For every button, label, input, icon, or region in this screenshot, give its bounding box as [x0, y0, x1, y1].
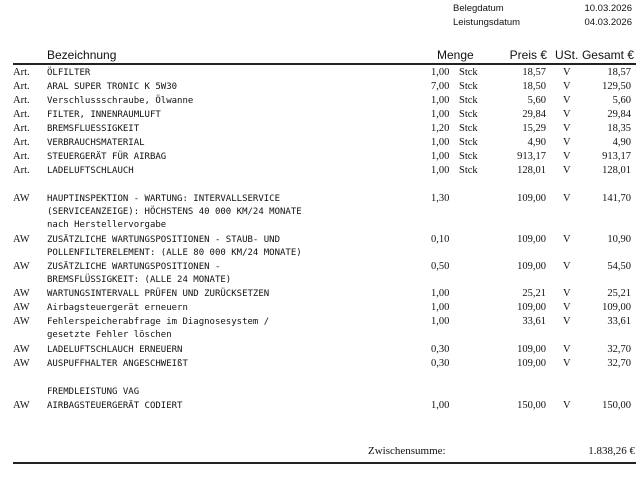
row-type: Art. [13, 151, 30, 162]
row-description [47, 95, 193, 108]
subtotal-label: Zwischensumme: [368, 445, 446, 457]
description-line: WARTUNGSINTERVALL PRÜFEN UND ZURÜCKSETZEN [47, 289, 270, 299]
row-unit: Stck [459, 109, 478, 120]
row-type: AW [13, 400, 30, 411]
row-unit: Stck [459, 123, 478, 134]
description-line: Airbagsteuergerät erneuern [47, 303, 188, 313]
row-quantity: 1,30 [431, 193, 450, 204]
row-vat-code: V [563, 344, 571, 355]
row-total: 18,35 [607, 123, 631, 134]
leistungsdatum-value: 04.03.2026 [584, 17, 632, 28]
row-price: 25,21 [522, 288, 546, 299]
description-line: gesetzte Fehler löschen [47, 330, 172, 340]
row-vat-code: V [563, 193, 571, 204]
leistungsdatum-label: Leistungsdatum [453, 17, 521, 28]
row-description [47, 386, 139, 399]
row-type: Art. [13, 123, 30, 134]
row-price: 150,00 [517, 400, 546, 411]
row-quantity: 1,00 [431, 95, 450, 106]
description-line: ARAL SUPER TRONIC K 5W30 [47, 82, 178, 92]
row-type: Art. [13, 109, 30, 120]
row-total: 18,57 [607, 67, 631, 78]
row-total: 4,90 [612, 137, 631, 148]
row-quantity: 1,00 [431, 165, 450, 176]
description-line: STEUERGERÄT FÜR AIRBAG [47, 152, 167, 162]
row-vat-code: V [563, 261, 571, 272]
belegdatum-value: 10.03.2026 [584, 3, 632, 14]
row-price: 4,90 [527, 137, 546, 148]
row-unit: Stck [459, 165, 478, 176]
row-description [47, 123, 139, 136]
row-description [47, 109, 161, 122]
row-description [47, 67, 90, 80]
row-price: 109,00 [517, 234, 546, 245]
row-vat-code: V [563, 302, 571, 313]
row-vat-code: V [563, 288, 571, 299]
belegdatum-label: Belegdatum [453, 3, 504, 14]
row-description [47, 81, 177, 94]
row-vat-code: V [563, 123, 571, 134]
row-unit: Stck [459, 81, 478, 92]
row-type: AW [13, 316, 30, 327]
row-vat-code: V [563, 316, 571, 327]
description-line: ZUSÄTZLICHE WARTUNGSPOSITIONEN - [47, 262, 221, 272]
row-quantity: 0,10 [431, 234, 450, 245]
row-vat-code: V [563, 165, 571, 176]
row-vat-code: V [563, 234, 571, 245]
row-vat-code: V [563, 81, 571, 92]
row-quantity: 1,00 [431, 151, 450, 162]
row-description [47, 400, 182, 413]
row-price: 109,00 [517, 358, 546, 369]
row-type: AW [13, 288, 30, 299]
row-price: 128,01 [517, 165, 546, 176]
row-price: 109,00 [517, 302, 546, 313]
row-vat-code: V [563, 67, 571, 78]
row-unit: Stck [459, 151, 478, 162]
row-quantity: 1,00 [431, 109, 450, 120]
row-unit: Stck [459, 67, 478, 78]
row-description [47, 151, 166, 164]
description-line: FREMDLEISTUNG VAG [47, 387, 140, 397]
description-line: nach Herstellervorgabe [47, 220, 167, 230]
row-description [47, 302, 188, 315]
row-quantity: 0,50 [431, 261, 450, 272]
row-type: AW [13, 261, 30, 272]
row-description [47, 165, 134, 178]
row-type: Art. [13, 95, 30, 106]
row-vat-code: V [563, 109, 571, 120]
row-quantity: 1,00 [431, 137, 450, 148]
header-preis: Preis € [509, 48, 547, 62]
description-line: VERBRAUCHSMATERIAL [47, 138, 145, 148]
row-total: 32,70 [607, 358, 631, 369]
header-rule [13, 63, 636, 65]
description-line: LADELUFTSCHLAUCH [47, 166, 134, 176]
row-description [47, 288, 269, 301]
row-quantity: 0,30 [431, 344, 450, 355]
description-line: Fehlerspeicherabfrage im Diagnosesystem / [47, 317, 270, 327]
description-line: LADELUFTSCHLAUCH ERNEUERN [47, 345, 183, 355]
description-line: POLLENFILTERELEMENT: (ALLE 80 000 KM/24 MONATE) [47, 248, 302, 258]
row-price: 109,00 [517, 261, 546, 272]
row-total: 128,01 [602, 165, 631, 176]
description-line: Verschlussschraube, Ölwanne [47, 96, 194, 106]
row-description [47, 344, 182, 357]
description-line: ÖLFILTER [47, 68, 91, 78]
row-type: Art. [13, 165, 30, 176]
row-total: 150,00 [602, 400, 631, 411]
row-description [47, 193, 302, 232]
row-quantity: 1,00 [431, 400, 450, 411]
row-total: 109,00 [602, 302, 631, 313]
description-line: ZUSÄTZLICHE WARTUNGSPOSITIONEN - STAUB- UND [47, 235, 280, 245]
row-description [47, 234, 302, 260]
row-description [47, 316, 269, 342]
row-unit: Stck [459, 137, 478, 148]
row-price: 913,17 [517, 151, 546, 162]
row-price: 109,00 [517, 344, 546, 355]
row-description [47, 137, 145, 150]
row-quantity: 1,20 [431, 123, 450, 134]
row-vat-code: V [563, 95, 571, 106]
row-price: 18,50 [522, 81, 546, 92]
row-total: 29,84 [607, 109, 631, 120]
description-line: AIRBAGSTEUERGERÄT CODIERT [47, 401, 183, 411]
row-type: AW [13, 302, 30, 313]
row-description [47, 358, 188, 371]
header-ust: USt. [555, 48, 579, 62]
row-vat-code: V [563, 151, 571, 162]
description-line: FILTER, INNENRAUMLUFT [47, 110, 161, 120]
header-gesamt: Gesamt € [581, 48, 634, 62]
row-quantity: 1,00 [431, 288, 450, 299]
row-quantity: 1,00 [431, 302, 450, 313]
row-type: Art. [13, 137, 30, 148]
row-total: 33,61 [607, 316, 631, 327]
description-line: (SERVICEANZEIGE): HÖCHSTENS 40 000 KM/24 MONATE [47, 207, 302, 217]
description-line: BREMSFLÜSSIGKEIT: (ALLE 24 MONATE) [47, 275, 232, 285]
row-total: 141,70 [602, 193, 631, 204]
row-price: 29,84 [522, 109, 546, 120]
row-total: 913,17 [602, 151, 631, 162]
row-type: AW [13, 193, 30, 204]
row-type: AW [13, 344, 30, 355]
description-line: AUSPUFFHALTER ANGESCHWEIßT [47, 359, 188, 369]
row-price: 109,00 [517, 193, 546, 204]
row-total: 5,60 [612, 95, 631, 106]
row-price: 18,57 [522, 67, 546, 78]
row-total: 25,21 [607, 288, 631, 299]
row-type: Art. [13, 81, 30, 92]
row-type: AW [13, 358, 30, 369]
row-quantity: 0,30 [431, 358, 450, 369]
row-quantity: 1,00 [431, 316, 450, 327]
row-price: 33,61 [522, 316, 546, 327]
row-total: 54,50 [607, 261, 631, 272]
row-vat-code: V [563, 400, 571, 411]
row-type: AW [13, 234, 30, 245]
row-price: 5,60 [527, 95, 546, 106]
row-vat-code: V [563, 137, 571, 148]
row-vat-code: V [563, 358, 571, 369]
row-quantity: 7,00 [431, 81, 450, 92]
row-type: Art. [13, 67, 30, 78]
footer-rule [13, 462, 636, 464]
subtotal-value: 1.838,26 € [588, 445, 635, 457]
row-unit: Stck [459, 95, 478, 106]
row-price: 15,29 [522, 123, 546, 134]
header-bezeichnung: Bezeichnung [47, 48, 117, 62]
row-total: 10,90 [607, 234, 631, 245]
description-line: BREMSFLUESSIGKEIT [47, 124, 140, 134]
row-description [47, 261, 231, 287]
description-line: HAUPTINSPEKTION - WARTUNG: INTERVALLSERVICE [47, 194, 280, 204]
row-total: 32,70 [607, 344, 631, 355]
row-quantity: 1,00 [431, 67, 450, 78]
header-menge: Menge [437, 48, 474, 62]
row-total: 129,50 [602, 81, 631, 92]
